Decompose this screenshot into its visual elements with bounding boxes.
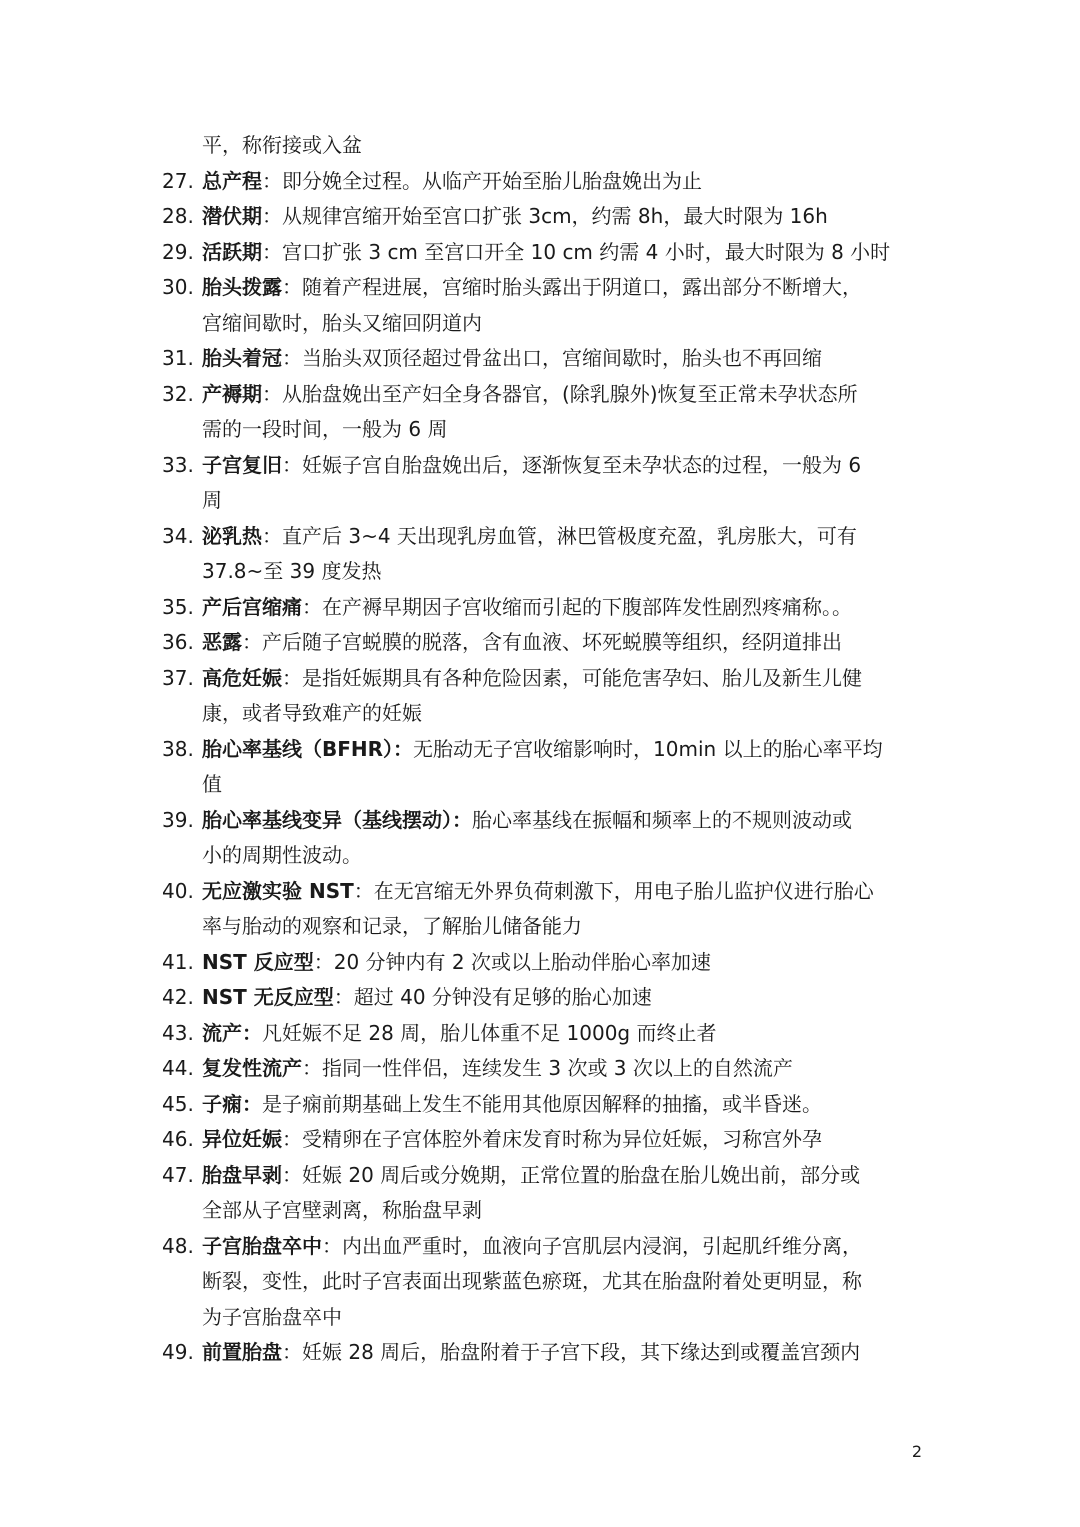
definition-item <box>162 732 922 768</box>
definition-continuation: 康，或者导致难产的妊娠 <box>202 701 422 725</box>
item-term: 胎盘早剥 <box>202 1162 282 1187</box>
item-term: 胎头拨露 <box>202 275 282 299</box>
definition-item <box>162 270 922 306</box>
item-term: 总产程 <box>202 168 262 193</box>
item-definition: ：宫口扩张 3 cm 至宫口开全 10 cm 约需 4 小时，最大时限为 8 小时 <box>262 239 891 264</box>
definition-item <box>162 235 922 271</box>
item-definition: ：在产褥早期因子宫收缩而引起的下腹部阵发性剧烈疼痛称。。 <box>302 594 852 619</box>
item-term: 产褥期 <box>202 381 262 406</box>
item-term: 流产： <box>202 1020 262 1045</box>
item-term: 前置胎盘 <box>202 1340 282 1364</box>
item-term: 胎心率基线（BFHR）： <box>202 736 414 761</box>
definition-item <box>162 661 922 697</box>
item-term: 高危妊娠 <box>202 665 282 690</box>
item-definition: ：产后随子宫蜕膜的脱落，含有血液、坏死蜕膜等组织，经阴道排出 <box>242 630 842 654</box>
definition-item <box>162 625 922 661</box>
item-number: 41. <box>162 949 194 974</box>
definition-item <box>162 590 922 626</box>
item-term: 胎心率基线变异（基线摆动）： <box>202 807 472 832</box>
item-definition: ：妊娠 20 周后或分娩期，正常位置的胎盘在胎儿娩出前，部分或 <box>282 1162 861 1187</box>
item-term: NST 无反应型 <box>202 985 334 1009</box>
definition-continuation: 断裂，变性，此时子宫表面出现紫蓝色瘀斑，尤其在胎盘附着处更明显，称 <box>202 1269 862 1293</box>
item-definition: 是子痫前期基础上发生不能用其他原因解释的抽搐，或半昏迷。 <box>262 1091 822 1116</box>
item-number: 34. <box>162 523 194 548</box>
definition-item <box>162 519 922 555</box>
definition-item <box>162 803 922 839</box>
item-number: 40. <box>162 878 194 903</box>
definition-continuation: 为子宫胎盘卒中 <box>202 1304 342 1329</box>
item-number: 35. <box>162 594 194 619</box>
item-definition: 无胎动无子宫收缩影响时，10min 以上的胎心率平均 <box>413 736 883 761</box>
definition-item <box>162 874 922 910</box>
item-definition: ：内出血严重时，血液向子宫肌层内浸润，引起肌纤维分离， <box>322 1233 862 1258</box>
item-definition: 胎心率基线在振幅和频率上的不规则波动或 <box>472 807 852 832</box>
item-number: 37. <box>162 665 194 690</box>
item-term: 子宫复旧 <box>202 452 282 477</box>
definition-item <box>162 1122 922 1158</box>
item-definition: ：超过 40 分钟没有足够的胎心加速 <box>333 985 652 1009</box>
definition-item <box>162 1051 922 1087</box>
item-term: 潜伏期 <box>202 204 262 228</box>
definition-continuation: 全部从子宫壁剥离，称胎盘早剥 <box>202 1198 482 1222</box>
item-term: 无应激实验 NST <box>202 878 354 903</box>
item-definition: ：从规律宫缩开始至宫口扩张 3cm，约需 8h，最大时限为 16h <box>262 204 828 228</box>
item-term: NST 反应型 <box>202 949 314 974</box>
definition-item <box>162 448 922 484</box>
item-term: 产后宫缩痛 <box>202 594 302 619</box>
definition-item <box>162 1087 922 1123</box>
item-number: 33. <box>162 452 194 477</box>
item-number: 30. <box>162 275 194 299</box>
item-definition: ：即分娩全过程。从临产开始至胎儿胎盘娩出为止 <box>262 168 702 193</box>
definition-continuation: 率与胎动的观察和记录，了解胎儿储备能力 <box>202 914 582 938</box>
item-definition: ：当胎头双顶径超过骨盆出口，宫缩间歇时，胎头也不再回缩 <box>282 346 822 370</box>
item-term: 复发性流产 <box>202 1056 302 1080</box>
items-container <box>162 164 922 1371</box>
item-number: 46. <box>162 1127 194 1151</box>
item-number: 39. <box>162 807 194 832</box>
item-number: 44. <box>162 1056 194 1080</box>
item-number: 27. <box>162 168 194 193</box>
item-definition: ：20 分钟内有 2 次或以上胎动伴胎心率加速 <box>313 949 711 974</box>
definition-item <box>162 945 922 981</box>
definition-item <box>162 199 922 235</box>
item-term: 活跃期 <box>202 239 262 264</box>
item-number: 49. <box>162 1340 194 1364</box>
item-term: 子宫胎盘卒中 <box>202 1233 322 1258</box>
item-term: 异位妊娠 <box>202 1127 282 1151</box>
item-term: 恶露 <box>202 630 242 654</box>
definition-item <box>162 980 922 1016</box>
definition-item <box>162 341 922 377</box>
page-number: 2 <box>911 1442 922 1461</box>
definition-continuation: 值 <box>202 772 222 796</box>
item-term: 子痫： <box>202 1091 262 1116</box>
definition-item <box>162 164 922 200</box>
item-number: 29. <box>162 239 194 264</box>
item-definition: 凡妊娠不足 28 周，胎儿体重不足 1000g 而终止者 <box>262 1020 717 1045</box>
item-number: 45. <box>162 1091 194 1116</box>
item-definition: ：受精卵在子宫体腔外着床发育时称为异位妊娠，习称宫外孕 <box>282 1127 822 1151</box>
item-number: 36. <box>162 630 194 654</box>
item-term: 胎头着冠 <box>202 346 282 370</box>
item-number: 48. <box>162 1233 194 1258</box>
item-term: 泌乳热 <box>202 523 262 548</box>
definition-item <box>162 1335 922 1371</box>
definition-continuation: 周 <box>202 488 222 512</box>
item-definition: ：妊娠子宫自胎盘娩出后，逐渐恢复至未孕状态的过程，一般为 6 <box>282 452 862 477</box>
definition-continuation: 宫缩间歇时，胎头又缩回阴道内 <box>202 310 482 335</box>
item-number: 28. <box>162 204 194 228</box>
item-number: 43. <box>162 1020 194 1045</box>
definitions-list <box>162 128 922 1371</box>
item-definition: ：直产后 3~4 天出现乳房血管，淋巴管极度充盈，乳房胀大，可有 <box>262 523 857 548</box>
item-definition: ：从胎盘娩出至产妇全身各器官，(除乳腺外)恢复至正常未孕状态所 <box>262 381 858 406</box>
item-number: 31. <box>162 346 194 370</box>
definition-continuation: 需的一段时间，一般为 6 周 <box>202 417 448 441</box>
definition-item <box>162 1016 922 1052</box>
item-definition: ：在无宫缩无外界负荷刺激下，用电子胎儿监护仪进行胎心 <box>353 878 874 903</box>
item-number: 47. <box>162 1162 194 1187</box>
item-number: 42. <box>162 985 194 1009</box>
item-number: 32. <box>162 381 194 406</box>
item-definition: ：妊娠 28 周后，胎盘附着于子宫下段，其下缘达到或覆盖宫颈内 <box>282 1340 861 1364</box>
definition-continuation: 小的周期性波动。 <box>202 843 362 867</box>
item-number: 38. <box>162 736 194 761</box>
continued-line: 平，称衔接或入盆 <box>202 133 362 157</box>
definition-item <box>162 377 922 413</box>
item-definition: ：是指妊娠期具有各种危险因素，可能危害孕妇、胎儿及新生儿健 <box>282 665 862 690</box>
item-definition: ：指同一性伴侣，连续发生 3 次或 3 次以上的自然流产 <box>302 1056 793 1080</box>
item-definition: ：随着产程进展，宫缩时胎头露出于阴道口，露出部分不断增大， <box>282 275 862 299</box>
definition-item <box>162 1229 922 1265</box>
definition-continuation: 37.8~至 39 度发热 <box>202 559 382 583</box>
definition-item <box>162 1158 922 1194</box>
